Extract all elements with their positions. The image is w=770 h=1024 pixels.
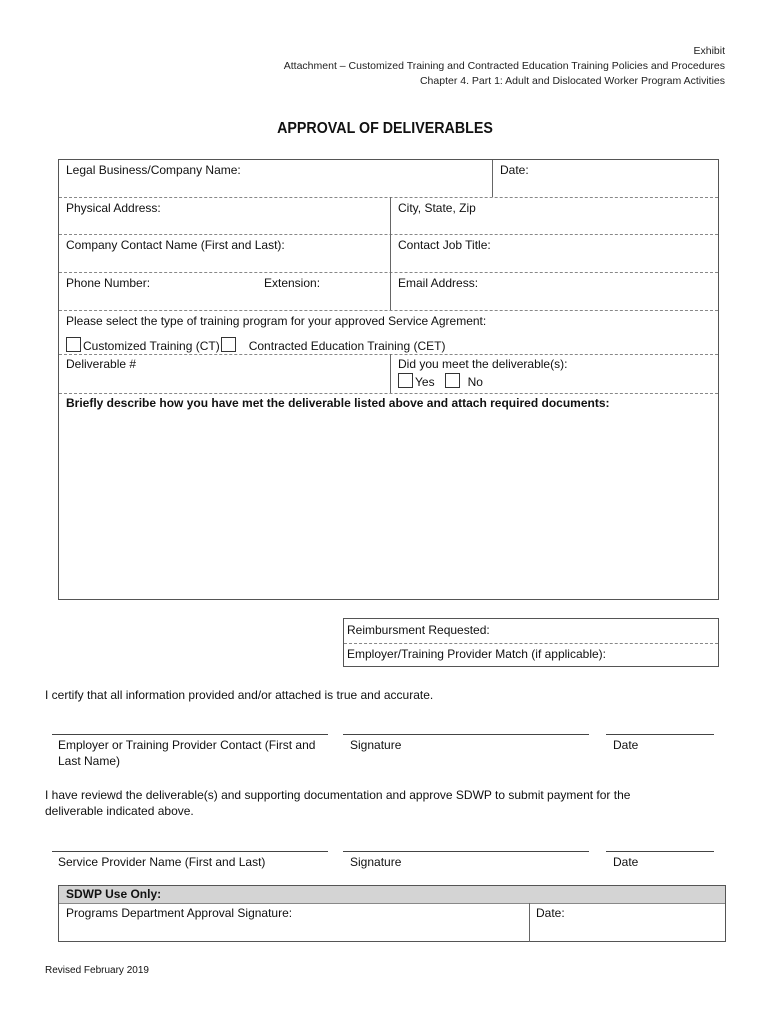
- met-options: [398, 373, 483, 389]
- employer-date-line[interactable]: [606, 734, 714, 735]
- row-divider: [59, 197, 718, 198]
- approval-signature-field[interactable]: Programs Department Approval Signature:: [66, 906, 293, 920]
- column-divider: [492, 160, 493, 197]
- physical-address-field[interactable]: Physical Address:: [66, 201, 161, 215]
- contact-name-field[interactable]: Company Contact Name (First and Last):: [66, 238, 285, 252]
- column-divider: [390, 197, 391, 310]
- ct-option-label: Customized Training (CT): [83, 339, 220, 353]
- employer-name-label: Employer or Training Provider Contact (First and Last Name): [58, 738, 316, 768]
- provider-name-line[interactable]: [52, 851, 328, 852]
- provider-date-label: Date: [613, 855, 639, 869]
- city-state-zip-field[interactable]: City, State, Zip: [398, 201, 476, 215]
- program-type-prompt: Please select the type of training program for your approved Service Agrement:: [66, 314, 487, 328]
- provider-signature-line[interactable]: [343, 851, 589, 852]
- row-divider: [59, 354, 718, 355]
- met-question: Did you meet the deliverable(s):: [398, 357, 568, 371]
- employer-signature-label: Signature: [350, 738, 402, 752]
- row-divider: [59, 310, 718, 311]
- header-chapter: Chapter 4. Part 1: Adult and Dislocated Worker Program Activities: [419, 75, 725, 87]
- deliverable-number-field[interactable]: Deliverable #: [66, 357, 137, 371]
- contact-title-field[interactable]: Contact Job Title:: [398, 238, 491, 252]
- sdwp-heading: SDWP Use Only:: [66, 887, 162, 901]
- row-divider: [59, 272, 718, 273]
- no-option-label: No: [467, 375, 483, 389]
- row-divider: [59, 234, 718, 235]
- extension-field[interactable]: Extension:: [264, 276, 321, 290]
- provider-date-line[interactable]: [606, 851, 714, 852]
- header-attachment: Attachment – Customized Training and Contracted Education Training Policies and Procedures: [283, 60, 725, 72]
- employer-name-line[interactable]: [52, 734, 328, 735]
- column-divider: [390, 354, 391, 393]
- page-title: APPROVAL OF DELIVERABLES: [277, 120, 493, 137]
- column-divider: [529, 903, 530, 942]
- employer-signature-line[interactable]: [343, 734, 589, 735]
- date-field[interactable]: Date:: [500, 163, 529, 177]
- legal-name-field[interactable]: Legal Business/Company Name:: [66, 163, 241, 177]
- ct-checkbox[interactable]: [66, 337, 81, 352]
- cet-option-label: Contracted Education Training (CET): [248, 339, 446, 353]
- revision-footer: Revised February 2019: [45, 965, 149, 976]
- sdwp-use-only-box: [58, 885, 726, 942]
- yes-checkbox[interactable]: [398, 373, 413, 388]
- sdwp-date-field[interactable]: Date:: [536, 906, 565, 920]
- provider-signature-label: Signature: [350, 855, 402, 869]
- program-type-options: [66, 337, 445, 353]
- describe-prompt: Briefly describe how you have met the deliverable listed above and attach required documents:: [66, 396, 610, 410]
- cet-checkbox[interactable]: [221, 337, 236, 352]
- deliverables-form: [58, 159, 719, 600]
- phone-field[interactable]: Phone Number:: [66, 276, 151, 290]
- certify-statement: I certify that all information provided and/or attached is true and accurate.: [45, 688, 434, 702]
- reimbursement-requested-field[interactable]: Reimbursment Requested:: [347, 623, 490, 637]
- email-field[interactable]: Email Address:: [398, 276, 479, 290]
- header-exhibit: Exhibit: [693, 45, 725, 57]
- row-divider: [344, 643, 718, 644]
- yes-option-label: Yes: [415, 375, 435, 389]
- no-checkbox[interactable]: [445, 373, 460, 388]
- provider-name-label: Service Provider Name (First and Last): [58, 855, 266, 869]
- provider-match-field[interactable]: Employer/Training Provider Match (if applicable):: [347, 647, 606, 661]
- review-statement: I have reviewd the deliverable(s) and supporting documentation and approve SDWP to submit payment for the deliverable indicated above.: [45, 788, 631, 818]
- reimbursement-box: [343, 618, 719, 667]
- row-divider: [59, 393, 718, 394]
- employer-date-label: Date: [613, 738, 639, 752]
- description-textarea[interactable]: [66, 416, 711, 591]
